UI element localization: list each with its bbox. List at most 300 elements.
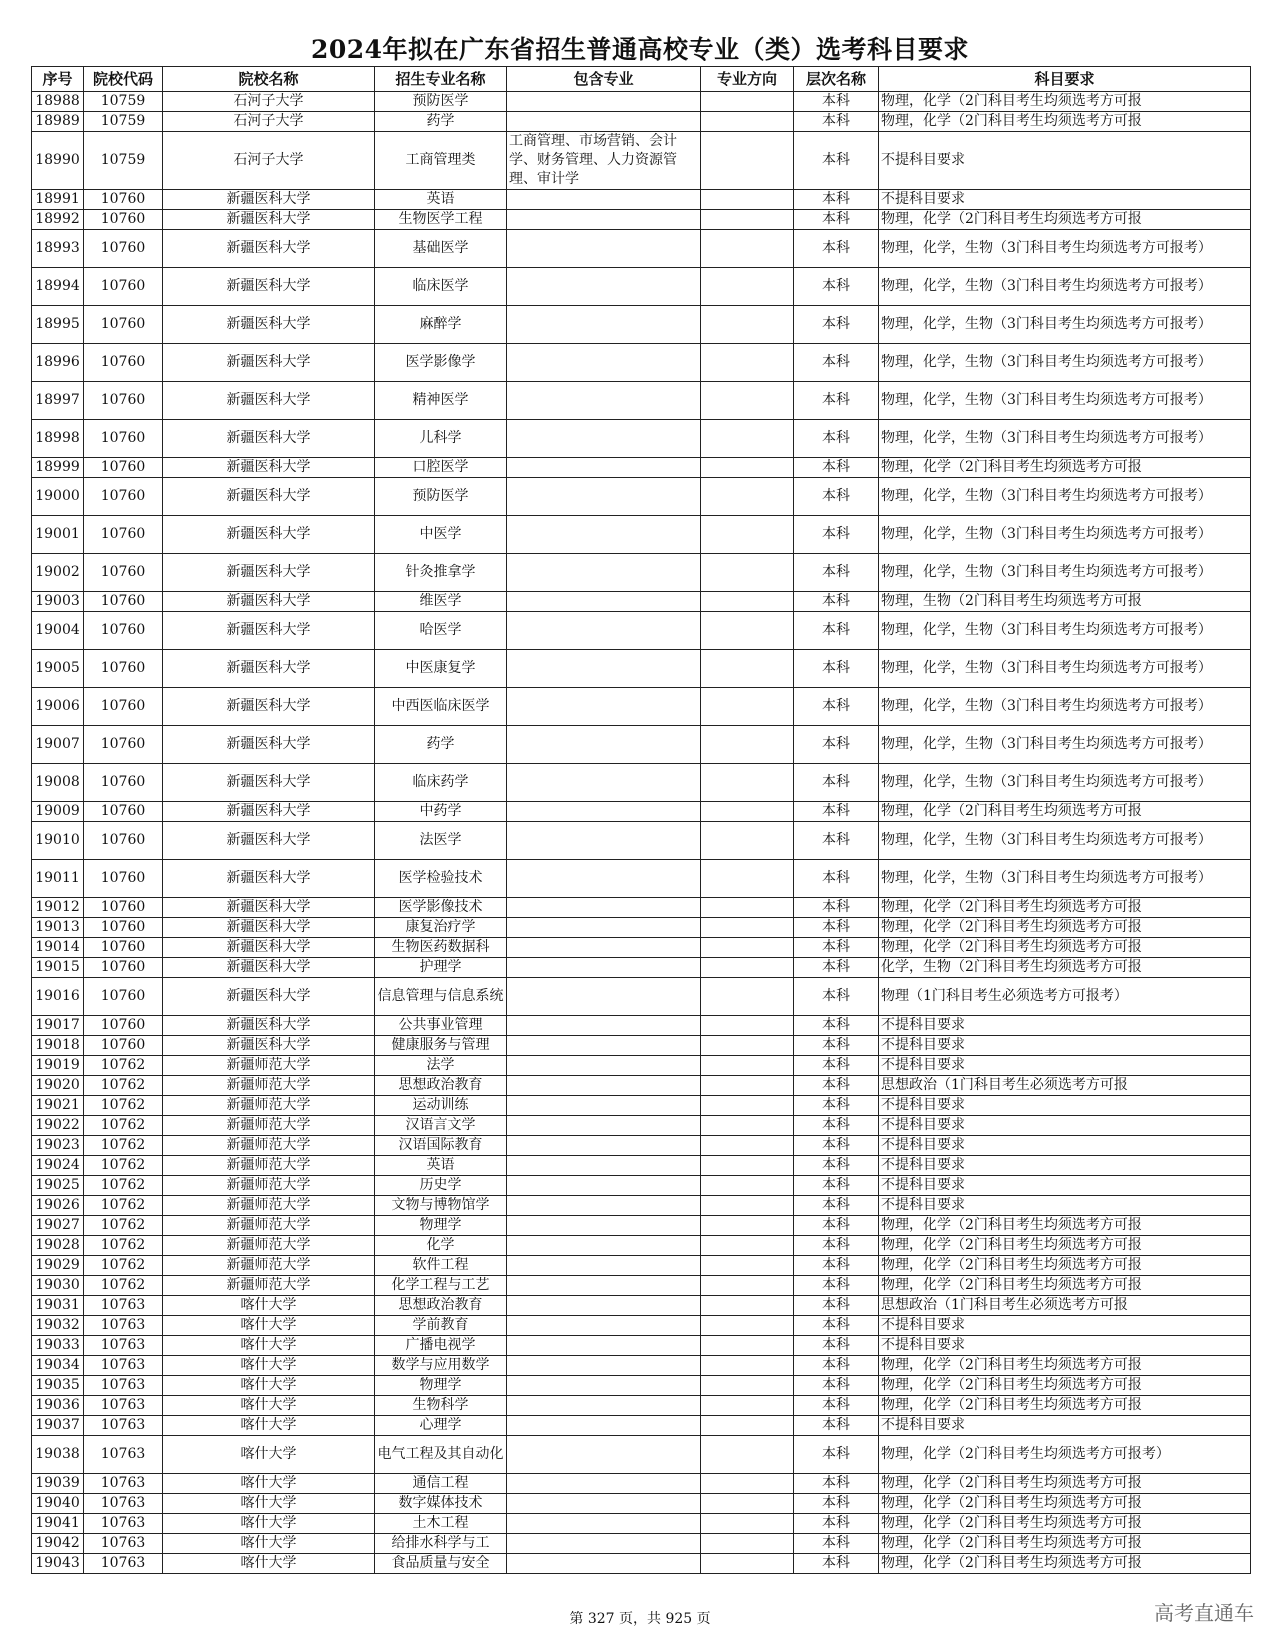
- row-school-code: 10763: [84, 1316, 163, 1336]
- table-row: [32, 860, 1251, 898]
- row-level: 本科: [794, 190, 879, 210]
- table-row: [32, 1136, 1251, 1156]
- table-row: [32, 478, 1251, 516]
- row-major-direction: [701, 802, 794, 822]
- row-major-direction: [701, 1236, 794, 1256]
- row-school-name: 喀什大学: [163, 1316, 375, 1336]
- row-index: 18994: [32, 268, 84, 306]
- header-major-direction: 专业方向: [701, 67, 794, 92]
- row-included-majors: [507, 612, 701, 650]
- row-major-name: 历史学: [375, 1176, 507, 1196]
- row-included-majors: [507, 1416, 701, 1436]
- table-row: [32, 592, 1251, 612]
- row-school-code: 10762: [84, 1096, 163, 1116]
- row-level: 本科: [794, 1256, 879, 1276]
- row-major-name: 文物与博物馆学: [375, 1196, 507, 1216]
- row-included-majors: 工商管理、市场营销、会计学、财务管理、人力资源管理、审计学: [507, 132, 701, 190]
- row-school-code: 10760: [84, 306, 163, 344]
- row-school-code: 10760: [84, 918, 163, 938]
- row-school-code: 10762: [84, 1156, 163, 1176]
- row-level: 本科: [794, 612, 879, 650]
- row-school-name: 新疆医科大学: [163, 592, 375, 612]
- row-index: 19017: [32, 1016, 84, 1036]
- row-school-code: 10763: [84, 1396, 163, 1416]
- row-school-name: 新疆医科大学: [163, 210, 375, 230]
- row-school-name: 新疆医科大学: [163, 306, 375, 344]
- row-level: 本科: [794, 1534, 879, 1554]
- row-major-direction: [701, 1514, 794, 1534]
- row-level: 本科: [794, 958, 879, 978]
- row-subject-requirement: 物理，化学（2门科目考生均须选考方可报: [879, 938, 1251, 958]
- row-subject-requirement: 物理，化学，生物（3门科目考生均须选考方可报考）: [879, 382, 1251, 420]
- row-school-name: 新疆医科大学: [163, 190, 375, 210]
- table-row: [32, 1554, 1251, 1574]
- row-level: 本科: [794, 306, 879, 344]
- table-row: [32, 1396, 1251, 1416]
- row-level: 本科: [794, 592, 879, 612]
- row-school-name: 新疆医科大学: [163, 860, 375, 898]
- row-major-name: 预防医学: [375, 92, 507, 112]
- row-subject-requirement: 不提科目要求: [879, 1336, 1251, 1356]
- row-school-name: 石河子大学: [163, 92, 375, 112]
- header-subject-requirement: 科目要求: [879, 67, 1251, 92]
- table-row: [32, 190, 1251, 210]
- row-school-code: 10763: [84, 1376, 163, 1396]
- row-school-code: 10762: [84, 1276, 163, 1296]
- row-subject-requirement: 物理，化学，生物（3门科目考生均须选考方可报考）: [879, 612, 1251, 650]
- header-major-name: 招生专业名称: [375, 67, 507, 92]
- row-subject-requirement: 不提科目要求: [879, 1176, 1251, 1196]
- row-major-direction: [701, 1136, 794, 1156]
- row-included-majors: [507, 688, 701, 726]
- row-subject-requirement: 不提科目要求: [879, 1156, 1251, 1176]
- row-level: 本科: [794, 1494, 879, 1514]
- row-major-name: 数学与应用数学: [375, 1356, 507, 1376]
- table-row: [32, 1336, 1251, 1356]
- row-major-direction: [701, 554, 794, 592]
- row-major-direction: [701, 458, 794, 478]
- table-row: [32, 688, 1251, 726]
- row-major-direction: [701, 1494, 794, 1514]
- header-included-majors: 包含专业: [507, 67, 701, 92]
- row-subject-requirement: 物理，化学（2门科目考生均须选考方可报: [879, 918, 1251, 938]
- row-school-name: 新疆师范大学: [163, 1196, 375, 1216]
- row-index: 19027: [32, 1216, 84, 1236]
- row-school-code: 10760: [84, 978, 163, 1016]
- row-major-direction: [701, 382, 794, 420]
- row-subject-requirement: 不提科目要求: [879, 1416, 1251, 1436]
- row-major-direction: [701, 688, 794, 726]
- row-major-name: 土木工程: [375, 1514, 507, 1534]
- row-index: 19002: [32, 554, 84, 592]
- table-row: [32, 764, 1251, 802]
- row-school-code: 10760: [84, 478, 163, 516]
- requirements-table: [31, 66, 1251, 1574]
- row-school-name: 石河子大学: [163, 132, 375, 190]
- row-level: 本科: [794, 1276, 879, 1296]
- row-major-direction: [701, 1056, 794, 1076]
- row-major-name: 医学影像学: [375, 344, 507, 382]
- row-school-code: 10763: [84, 1514, 163, 1534]
- row-school-code: 10760: [84, 802, 163, 822]
- row-school-name: 新疆师范大学: [163, 1076, 375, 1096]
- row-major-direction: [701, 1316, 794, 1336]
- row-included-majors: [507, 516, 701, 554]
- row-level: 本科: [794, 478, 879, 516]
- row-school-name: 新疆医科大学: [163, 688, 375, 726]
- row-included-majors: [507, 1256, 701, 1276]
- table-body: [32, 92, 1251, 1574]
- row-subject-requirement: 不提科目要求: [879, 1316, 1251, 1336]
- row-included-majors: [507, 210, 701, 230]
- row-level: 本科: [794, 1096, 879, 1116]
- row-included-majors: [507, 1176, 701, 1196]
- row-major-direction: [701, 1096, 794, 1116]
- row-index: 19034: [32, 1356, 84, 1376]
- table-row: [32, 1236, 1251, 1256]
- row-major-direction: [701, 822, 794, 860]
- row-included-majors: [507, 938, 701, 958]
- row-major-name: 药学: [375, 112, 507, 132]
- table-row: [32, 802, 1251, 822]
- row-subject-requirement: 物理，化学，生物（3门科目考生均须选考方可报考）: [879, 478, 1251, 516]
- table-row: [32, 650, 1251, 688]
- row-major-direction: [701, 1256, 794, 1276]
- row-major-name: 护理学: [375, 958, 507, 978]
- row-major-name: 法学: [375, 1056, 507, 1076]
- row-major-direction: [701, 516, 794, 554]
- row-school-name: 新疆医科大学: [163, 516, 375, 554]
- row-included-majors: [507, 918, 701, 938]
- row-school-name: 喀什大学: [163, 1436, 375, 1474]
- table-row: [32, 1316, 1251, 1336]
- row-subject-requirement: 物理，化学（2门科目考生均须选考方可报: [879, 1474, 1251, 1494]
- row-school-code: 10763: [84, 1474, 163, 1494]
- table-row: [32, 1216, 1251, 1236]
- row-major-direction: [701, 1554, 794, 1574]
- row-index: 18997: [32, 382, 84, 420]
- row-subject-requirement: 物理，化学（2门科目考生均须选考方可报: [879, 1514, 1251, 1534]
- row-subject-requirement: 不提科目要求: [879, 1116, 1251, 1136]
- row-major-direction: [701, 898, 794, 918]
- requirements-table-container: [31, 66, 1250, 1574]
- row-subject-requirement: 思想政治（1门科目考生必须选考方可报: [879, 1076, 1251, 1096]
- row-school-name: 新疆医科大学: [163, 802, 375, 822]
- row-subject-requirement: 物理，生物（2门科目考生均须选考方可报: [879, 592, 1251, 612]
- row-major-name: 康复治疗学: [375, 918, 507, 938]
- row-school-name: 新疆医科大学: [163, 612, 375, 650]
- row-level: 本科: [794, 1474, 879, 1494]
- row-school-name: 新疆医科大学: [163, 918, 375, 938]
- row-subject-requirement: 不提科目要求: [879, 1136, 1251, 1156]
- row-subject-requirement: 物理，化学（2门科目考生均须选考方可报: [879, 1216, 1251, 1236]
- row-included-majors: [507, 958, 701, 978]
- row-major-direction: [701, 918, 794, 938]
- row-index: 19041: [32, 1514, 84, 1534]
- row-school-code: 10760: [84, 420, 163, 458]
- row-major-name: 心理学: [375, 1416, 507, 1436]
- row-subject-requirement: 物理，化学（2门科目考生均须选考方可报: [879, 210, 1251, 230]
- row-school-name: 新疆医科大学: [163, 382, 375, 420]
- row-major-direction: [701, 1036, 794, 1056]
- row-major-name: 健康服务与管理: [375, 1036, 507, 1056]
- row-included-majors: [507, 1056, 701, 1076]
- row-school-name: 新疆医科大学: [163, 938, 375, 958]
- table-row: [32, 230, 1251, 268]
- row-level: 本科: [794, 1416, 879, 1436]
- table-row: [32, 1096, 1251, 1116]
- row-school-code: 10763: [84, 1336, 163, 1356]
- row-school-name: 喀什大学: [163, 1336, 375, 1356]
- row-major-name: 医学检验技术: [375, 860, 507, 898]
- row-included-majors: [507, 1096, 701, 1116]
- row-school-name: 喀什大学: [163, 1376, 375, 1396]
- row-index: 18988: [32, 92, 84, 112]
- row-level: 本科: [794, 1176, 879, 1196]
- row-school-name: 新疆医科大学: [163, 726, 375, 764]
- row-level: 本科: [794, 268, 879, 306]
- row-major-direction: [701, 190, 794, 210]
- watermark-text: 高考直通车: [1154, 1601, 1254, 1625]
- row-school-name: 新疆医科大学: [163, 478, 375, 516]
- row-level: 本科: [794, 1316, 879, 1336]
- row-major-name: 法医学: [375, 822, 507, 860]
- row-major-name: 食品质量与安全: [375, 1554, 507, 1574]
- row-level: 本科: [794, 1216, 879, 1236]
- row-major-direction: [701, 210, 794, 230]
- row-major-name: 给排水科学与工: [375, 1534, 507, 1554]
- row-included-majors: [507, 592, 701, 612]
- row-major-name: 中医康复学: [375, 650, 507, 688]
- row-index: 19024: [32, 1156, 84, 1176]
- row-index: 19033: [32, 1336, 84, 1356]
- row-school-name: 喀什大学: [163, 1396, 375, 1416]
- row-included-majors: [507, 1514, 701, 1534]
- row-subject-requirement: 物理，化学，生物（3门科目考生均须选考方可报考）: [879, 420, 1251, 458]
- row-level: 本科: [794, 764, 879, 802]
- table-row: [32, 420, 1251, 458]
- row-major-name: 思想政治教育: [375, 1076, 507, 1096]
- row-index: 19008: [32, 764, 84, 802]
- row-subject-requirement: 物理，化学，生物（3门科目考生均须选考方可报考）: [879, 822, 1251, 860]
- header-school-name: 院校名称: [163, 67, 375, 92]
- row-index: 18989: [32, 112, 84, 132]
- row-level: 本科: [794, 1376, 879, 1396]
- row-level: 本科: [794, 1336, 879, 1356]
- row-major-direction: [701, 592, 794, 612]
- row-included-majors: [507, 860, 701, 898]
- row-school-code: 10762: [84, 1216, 163, 1236]
- row-major-direction: [701, 1534, 794, 1554]
- table-row: [32, 612, 1251, 650]
- row-major-direction: [701, 1416, 794, 1436]
- table-row: [32, 1376, 1251, 1396]
- row-school-code: 10760: [84, 210, 163, 230]
- row-included-majors: [507, 458, 701, 478]
- table-row: [32, 1514, 1251, 1534]
- row-major-direction: [701, 726, 794, 764]
- row-school-code: 10760: [84, 592, 163, 612]
- table-row: [32, 1256, 1251, 1276]
- row-major-name: 生物医学工程: [375, 210, 507, 230]
- row-included-majors: [507, 478, 701, 516]
- row-level: 本科: [794, 918, 879, 938]
- row-major-name: 针灸推拿学: [375, 554, 507, 592]
- row-school-name: 新疆师范大学: [163, 1056, 375, 1076]
- row-index: 19021: [32, 1096, 84, 1116]
- table-row: [32, 898, 1251, 918]
- row-subject-requirement: 物理，化学（2门科目考生均须选考方可报: [879, 1276, 1251, 1296]
- row-level: 本科: [794, 688, 879, 726]
- row-index: 18991: [32, 190, 84, 210]
- row-index: 19011: [32, 860, 84, 898]
- row-index: 19038: [32, 1436, 84, 1474]
- table-row: [32, 1474, 1251, 1494]
- row-school-code: 10763: [84, 1554, 163, 1574]
- row-school-code: 10760: [84, 382, 163, 420]
- row-school-code: 10762: [84, 1236, 163, 1256]
- row-major-name: 精神医学: [375, 382, 507, 420]
- row-major-direction: [701, 1176, 794, 1196]
- row-school-name: 新疆医科大学: [163, 822, 375, 860]
- row-major-direction: [701, 112, 794, 132]
- row-major-direction: [701, 306, 794, 344]
- row-school-name: 石河子大学: [163, 112, 375, 132]
- table-row: [32, 1036, 1251, 1056]
- row-subject-requirement: 思想政治（1门科目考生必须选考方可报: [879, 1296, 1251, 1316]
- row-index: 18990: [32, 132, 84, 190]
- row-level: 本科: [794, 1076, 879, 1096]
- row-level: 本科: [794, 1356, 879, 1376]
- table-row: [32, 918, 1251, 938]
- row-index: 19000: [32, 478, 84, 516]
- row-school-name: 喀什大学: [163, 1494, 375, 1514]
- row-subject-requirement: 化学，生物（2门科目考生均须选考方可报: [879, 958, 1251, 978]
- row-major-name: 药学: [375, 726, 507, 764]
- row-subject-requirement: 物理，化学，生物（3门科目考生均须选考方可报考）: [879, 230, 1251, 268]
- row-school-code: 10759: [84, 132, 163, 190]
- table-row: [32, 726, 1251, 764]
- table-row: [32, 1356, 1251, 1376]
- row-index: 19018: [32, 1036, 84, 1056]
- row-included-majors: [507, 1016, 701, 1036]
- row-index: 19036: [32, 1396, 84, 1416]
- row-school-name: 新疆医科大学: [163, 650, 375, 688]
- row-major-direction: [701, 764, 794, 802]
- row-school-code: 10760: [84, 860, 163, 898]
- row-school-name: 新疆师范大学: [163, 1236, 375, 1256]
- row-subject-requirement: 物理，化学（2门科目考生均须选考方可报: [879, 802, 1251, 822]
- table-row: [32, 306, 1251, 344]
- row-included-majors: [507, 1236, 701, 1256]
- row-major-direction: [701, 978, 794, 1016]
- row-major-name: 基础医学: [375, 230, 507, 268]
- row-major-direction: [701, 1156, 794, 1176]
- row-level: 本科: [794, 898, 879, 918]
- row-subject-requirement: 物理，化学，生物（3门科目考生均须选考方可报考）: [879, 726, 1251, 764]
- row-index: 19013: [32, 918, 84, 938]
- row-index: 19025: [32, 1176, 84, 1196]
- row-major-direction: [701, 650, 794, 688]
- row-school-code: 10760: [84, 764, 163, 802]
- row-index: 19031: [32, 1296, 84, 1316]
- row-major-name: 临床医学: [375, 268, 507, 306]
- row-index: 19026: [32, 1196, 84, 1216]
- header-school-code: 院校代码: [84, 67, 163, 92]
- table-row: [32, 822, 1251, 860]
- row-school-code: 10759: [84, 112, 163, 132]
- table-row: [32, 1296, 1251, 1316]
- row-level: 本科: [794, 1514, 879, 1534]
- row-level: 本科: [794, 822, 879, 860]
- row-subject-requirement: 物理，化学，生物（3门科目考生均须选考方可报考）: [879, 516, 1251, 554]
- table-row: [32, 112, 1251, 132]
- row-school-code: 10762: [84, 1056, 163, 1076]
- row-index: 19010: [32, 822, 84, 860]
- row-major-name: 软件工程: [375, 1256, 507, 1276]
- table-row: [32, 132, 1251, 190]
- row-level: 本科: [794, 1554, 879, 1574]
- row-level: 本科: [794, 726, 879, 764]
- row-school-name: 喀什大学: [163, 1474, 375, 1494]
- row-level: 本科: [794, 382, 879, 420]
- row-index: 19042: [32, 1534, 84, 1554]
- row-level: 本科: [794, 1436, 879, 1474]
- table-row: [32, 1416, 1251, 1436]
- row-included-majors: [507, 650, 701, 688]
- row-subject-requirement: 物理，化学，生物（3门科目考生均须选考方可报考）: [879, 764, 1251, 802]
- row-level: 本科: [794, 554, 879, 592]
- row-subject-requirement: 不提科目要求: [879, 190, 1251, 210]
- row-major-direction: [701, 268, 794, 306]
- row-included-majors: [507, 230, 701, 268]
- header-level: 层次名称: [794, 67, 879, 92]
- row-major-direction: [701, 1474, 794, 1494]
- table-row: [32, 978, 1251, 1016]
- row-index: 19040: [32, 1494, 84, 1514]
- row-index: 19035: [32, 1376, 84, 1396]
- table-row: [32, 938, 1251, 958]
- row-level: 本科: [794, 112, 879, 132]
- row-index: 19014: [32, 938, 84, 958]
- row-index: 19004: [32, 612, 84, 650]
- row-included-majors: [507, 764, 701, 802]
- row-index: 19003: [32, 592, 84, 612]
- row-major-name: 学前教育: [375, 1316, 507, 1336]
- row-school-code: 10763: [84, 1356, 163, 1376]
- row-included-majors: [507, 306, 701, 344]
- row-school-name: 新疆师范大学: [163, 1216, 375, 1236]
- row-level: 本科: [794, 1236, 879, 1256]
- row-major-name: 英语: [375, 190, 507, 210]
- row-subject-requirement: 物理，化学，生物（3门科目考生均须选考方可报考）: [879, 688, 1251, 726]
- row-level: 本科: [794, 1036, 879, 1056]
- row-major-name: 公共事业管理: [375, 1016, 507, 1036]
- row-subject-requirement: 物理，化学（2门科目考生均须选考方可报: [879, 1236, 1251, 1256]
- table-row: [32, 1196, 1251, 1216]
- table-row: [32, 1076, 1251, 1096]
- header-index: 序号: [32, 67, 84, 92]
- row-level: 本科: [794, 978, 879, 1016]
- table-row: [32, 1436, 1251, 1474]
- row-school-name: 新疆师范大学: [163, 1136, 375, 1156]
- row-major-name: 预防医学: [375, 478, 507, 516]
- row-school-code: 10760: [84, 612, 163, 650]
- row-school-name: 喀什大学: [163, 1554, 375, 1574]
- row-included-majors: [507, 92, 701, 112]
- row-major-name: 物理学: [375, 1376, 507, 1396]
- table-header-row: [32, 67, 1251, 92]
